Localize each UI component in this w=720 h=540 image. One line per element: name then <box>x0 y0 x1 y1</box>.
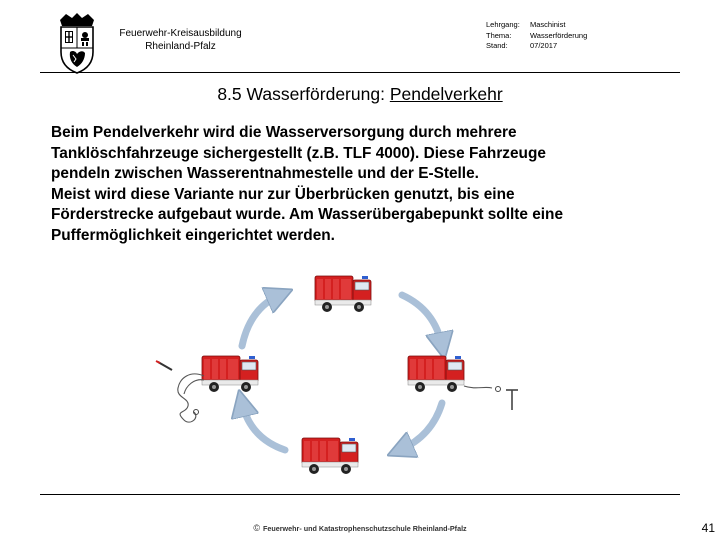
body-line: Meist wird diese Variante nur zur Überbrücken genutzt, bis eine <box>51 185 515 203</box>
meta-key: Lehrgang: <box>486 20 520 29</box>
meta-value: Maschinist <box>530 20 566 29</box>
hose-line-right <box>464 386 492 388</box>
footer <box>0 523 720 533</box>
arrow-bottom-to-left <box>242 403 285 450</box>
nozzle-icon <box>158 362 172 370</box>
body-line: Tanklöschfahrzeuge sichergestellt (z.B. TLF 4000). Diese Fahrzeuge <box>51 144 546 162</box>
fire-truck-top <box>315 276 371 312</box>
hydrant-coupling-icon <box>496 387 501 392</box>
org-line-2: Rheinland-Pfalz <box>145 41 216 52</box>
meta-key: Stand: <box>486 41 508 50</box>
fire-truck-right <box>408 356 464 392</box>
shuttle-traffic-diagram <box>150 258 530 490</box>
meta-row-lehrgang <box>486 20 587 31</box>
meta-value: Wasserförderung <box>530 30 588 40</box>
body-text <box>51 123 691 247</box>
meta-row-stand <box>486 41 587 52</box>
slide-title <box>0 83 720 105</box>
rheinland-pfalz-coat-of-arms-logo <box>52 12 102 74</box>
footer-text: Feuerwehr- und Katastrophenschutzschule Rheinland-Pfalz <box>262 524 467 533</box>
body-line: Beim Pendelverkehr wird die Wasserversorgung durch mehrere <box>51 124 517 141</box>
meta-row-thema <box>486 31 587 42</box>
arrow-left-to-top <box>242 295 280 346</box>
meta-value: 07/2017 <box>530 41 558 50</box>
title-underlined: Pendelverkehr <box>389 84 503 104</box>
body-line: Förderstrecke aufgebaut wurde. Am Wasserübergabepunkt sollte eine <box>51 206 564 224</box>
org-line-1: Feuerwehr-Kreisausbildung <box>119 28 242 39</box>
body-line: Puffermöglichkeit eingerichtet werden. <box>51 226 335 244</box>
fire-truck-bottom <box>302 438 358 474</box>
footer-divider <box>40 494 680 495</box>
nozzle-tip-icon <box>156 361 160 363</box>
title-prefix: 8.5 Wasserförderung: <box>217 84 390 104</box>
hose-line-left-2 <box>184 380 204 394</box>
course-meta <box>486 20 587 52</box>
fire-truck-left <box>202 356 258 392</box>
copyright-symbol: © <box>253 523 260 533</box>
arrow-right-to-bottom <box>400 403 442 450</box>
page-number: 41 <box>701 521 715 535</box>
meta-key: Thema: <box>486 30 512 40</box>
body-line: pendeln zwischen Wasserentnahmestelle und der E-Stelle. <box>51 165 479 183</box>
organisation-name <box>108 27 253 53</box>
hose-line-left <box>178 374 204 422</box>
header-divider <box>40 72 680 73</box>
arrow-top-to-right <box>402 295 442 346</box>
